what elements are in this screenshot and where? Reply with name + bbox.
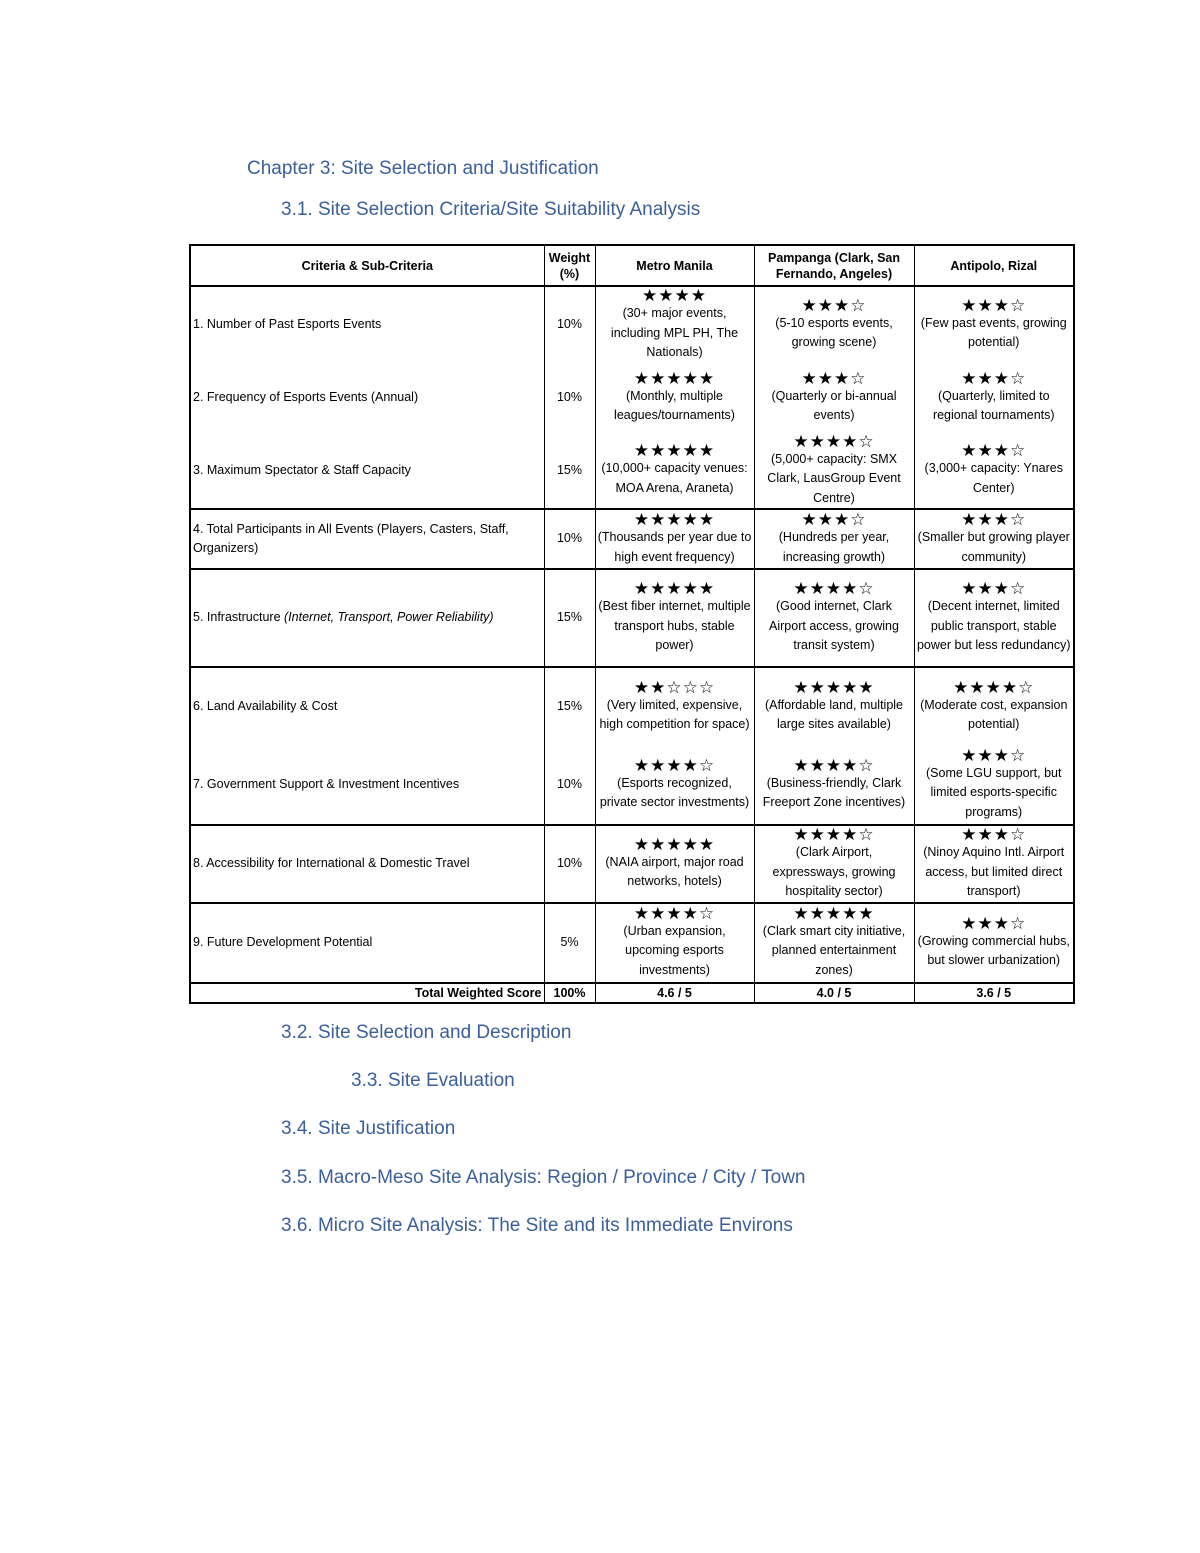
total-metro-manila: 4.6 / 5 <box>595 983 754 1003</box>
rating-note: (Decent internet, limited public transport, stable power but less redundancy) <box>916 599 1071 653</box>
metro-manila-cell <box>595 745 754 825</box>
star-rating-icon: ★★★★☆ <box>793 825 875 844</box>
criteria-cell: 4. Total Participants in All Events (Players, Casters, Staff, Organizers) <box>190 509 544 569</box>
metro-manila-cell <box>595 509 754 569</box>
star-rating-icon: ★★★☆ <box>801 295 867 315</box>
criteria-cell: 6. Land Availability & Cost <box>190 667 544 745</box>
antipolo-cell <box>914 509 1074 569</box>
table-row <box>190 433 1074 510</box>
antipolo-cell <box>914 286 1074 363</box>
table-row <box>190 667 1074 745</box>
pampanga-cell <box>754 903 914 983</box>
header-pampanga: Pampanga (Clark, San Fernando, Angeles) <box>754 245 914 286</box>
rating-note: (Quarterly or bi-annual events) <box>771 388 897 422</box>
section-3-5-heading: 3.5. Macro-Meso Site Analysis: Region / Province / City / Town <box>281 1167 806 1188</box>
total-antipolo: 3.6 / 5 <box>914 983 1074 1003</box>
pampanga-cell <box>754 509 914 569</box>
rating-note: (NAIA airport, major road networks, hotels) <box>605 854 744 889</box>
table-row <box>190 569 1074 667</box>
antipolo-cell <box>914 363 1074 433</box>
star-rating-icon: ★★★☆ <box>961 745 1027 765</box>
weight-cell: 10% <box>544 745 595 825</box>
table-header-row <box>190 245 1074 286</box>
criteria-cell: 2. Frequency of Esports Events (Annual) <box>190 363 544 433</box>
star-rating-icon: ★★★★☆ <box>633 755 716 775</box>
weight-cell: 5% <box>544 903 595 983</box>
star-rating-icon: ★★★★☆ <box>633 903 716 923</box>
rating-note: (Affordable land, multiple large sites available) <box>764 697 904 731</box>
table-row <box>190 745 1074 825</box>
pampanga-cell <box>754 825 914 903</box>
star-rating-icon: ★★★★★ <box>633 579 716 599</box>
star-rating-icon: ★★★★★ <box>633 368 716 388</box>
rating-note: (Very limited, expensive, high competition for space) <box>599 697 750 731</box>
table-row <box>190 903 1074 983</box>
rating-note: (Clark Airport, expressways, growing hospitality sector) <box>772 845 896 898</box>
pampanga-cell <box>754 569 914 667</box>
criteria-italic-text: (Internet, Transport, Power Reliability) <box>284 610 494 625</box>
section-3-3-heading: 3.3. Site Evaluation <box>351 1070 515 1091</box>
criteria-cell: 9. Future Development Potential <box>190 903 544 983</box>
rating-note: (Best fiber internet, multiple transport hubs, stable power) <box>598 599 751 653</box>
metro-manila-cell <box>595 569 754 667</box>
star-rating-icon: ★★★★☆ <box>953 677 1035 697</box>
header-criteria: Criteria & Sub-Criteria <box>190 245 544 286</box>
star-rating-icon: ★★★★☆ <box>793 755 875 775</box>
rating-note: (3,000+ capacity: Ynares Center) <box>924 461 1063 495</box>
weight-cell: 15% <box>544 569 595 667</box>
total-label: Total Weighted Score <box>190 983 544 1003</box>
antipolo-cell <box>914 667 1074 745</box>
metro-manila-cell <box>595 286 754 363</box>
pampanga-cell <box>754 363 914 433</box>
star-rating-icon: ★★☆☆☆ <box>633 677 716 697</box>
pampanga-cell <box>754 286 914 363</box>
rating-note: (Thousands per year due to high event frequency) <box>597 530 752 564</box>
star-rating-icon: ★★★★★ <box>793 677 875 697</box>
star-rating-icon: ★★★☆ <box>961 368 1027 388</box>
rating-note: (Urban expansion, upcoming esports investments) <box>623 923 726 977</box>
weight-cell: 15% <box>544 667 595 745</box>
table-row <box>190 509 1074 569</box>
rating-note: (Hundreds per year, increasing growth) <box>778 530 890 564</box>
star-rating-icon: ★★★☆ <box>801 368 867 388</box>
section-3-4-heading: 3.4. Site Justification <box>281 1118 456 1139</box>
weight-cell: 10% <box>544 286 595 363</box>
table-row <box>190 363 1074 433</box>
rating-note: (Business-friendly, Clark Freeport Zone incentives) <box>762 775 906 809</box>
table-row <box>190 286 1074 363</box>
total-row <box>190 983 1074 1003</box>
antipolo-cell <box>914 569 1074 667</box>
star-rating-icon: ★★★☆ <box>961 441 1027 461</box>
star-rating-icon: ★★★★★ <box>633 441 716 461</box>
site-criteria-table <box>189 244 1075 1004</box>
star-rating-icon: ★★★★★ <box>633 510 716 529</box>
criteria-cell: 7. Government Support & Investment Incentives <box>190 745 544 825</box>
criteria-cell <box>190 569 544 667</box>
rating-note: (Monthly, multiple leagues/tournaments) <box>614 388 735 422</box>
star-rating-icon: ★★★☆ <box>961 510 1027 529</box>
weight-cell: 10% <box>544 509 595 569</box>
rating-note: (Few past events, growing potential) <box>920 315 1067 350</box>
star-rating-icon: ★★★★☆ <box>793 431 875 451</box>
header-antipolo: Antipolo, Rizal <box>914 245 1074 286</box>
weight-cell: 10% <box>544 825 595 903</box>
criteria-cell: 8. Accessibility for International & Domestic Travel <box>190 825 544 903</box>
star-rating-icon: ★★★☆ <box>961 825 1027 844</box>
rating-note: (Some LGU support, but limited esports-specific programs) <box>926 765 1062 819</box>
star-rating-icon: ★★★★★ <box>793 903 875 923</box>
chapter-title: Chapter 3: Site Selection and Justification <box>247 158 599 179</box>
antipolo-cell <box>914 433 1074 510</box>
antipolo-cell <box>914 745 1074 825</box>
header-metro-manila: Metro Manila <box>595 245 754 286</box>
rating-note: (Esports recognized, private sector investments) <box>599 775 750 809</box>
metro-manila-cell <box>595 825 754 903</box>
metro-manila-cell <box>595 903 754 983</box>
metro-manila-cell <box>595 363 754 433</box>
star-rating-icon: ★★★★ <box>642 286 707 305</box>
section-3-1-heading: 3.1. Site Selection Criteria/Site Suitability Analysis <box>281 199 701 220</box>
total-weight: 100% <box>544 983 595 1003</box>
rating-note: (5,000+ capacity: SMX Clark, LausGroup Event Centre) <box>767 451 901 505</box>
rating-note: (Smaller but growing player community) <box>917 530 1070 564</box>
section-3-6-heading: 3.6. Micro Site Analysis: The Site and its Immediate Environs <box>281 1215 793 1236</box>
rating-note: (Good internet, Clark Airport access, growing transit system) <box>769 599 899 653</box>
pampanga-cell <box>754 433 914 510</box>
star-rating-icon: ★★★★☆ <box>793 579 875 599</box>
rating-note: (5-10 esports events, growing scene) <box>775 315 893 350</box>
header-weight: Weight (%) <box>544 245 595 286</box>
rating-note: (10,000+ capacity venues: MOA Arena, Araneta) <box>601 461 748 495</box>
criteria-cell: 3. Maximum Spectator & Staff Capacity <box>190 433 544 510</box>
rating-note: (30+ major events, including MPL PH, The Nationals) <box>610 306 739 359</box>
metro-manila-cell <box>595 433 754 510</box>
rating-note: (Growing commercial hubs, but slower urbanization) <box>917 933 1070 967</box>
star-rating-icon: ★★★☆ <box>961 579 1027 599</box>
section-3-2-heading: 3.2. Site Selection and Description <box>281 1022 572 1043</box>
rating-note: (Moderate cost, expansion potential) <box>920 697 1068 731</box>
star-rating-icon: ★★★☆ <box>961 295 1027 315</box>
table-row <box>190 825 1074 903</box>
criteria-cell: 1. Number of Past Esports Events <box>190 286 544 363</box>
star-rating-icon: ★★★☆ <box>801 510 867 529</box>
rating-note: (Ninoy Aquino Intl. Airport access, but limited direct transport) <box>923 845 1065 898</box>
weight-cell: 10% <box>544 363 595 433</box>
weight-cell: 15% <box>544 433 595 510</box>
pampanga-cell <box>754 745 914 825</box>
pampanga-cell <box>754 667 914 745</box>
star-rating-icon: ★★★☆ <box>961 913 1027 933</box>
metro-manila-cell <box>595 667 754 745</box>
star-rating-icon: ★★★★★ <box>633 834 716 854</box>
criteria-main-text: 5. Infrastructure <box>193 610 285 625</box>
total-pampanga: 4.0 / 5 <box>754 983 914 1003</box>
antipolo-cell <box>914 825 1074 903</box>
rating-note: (Quarterly, limited to regional tournaments) <box>932 388 1055 422</box>
rating-note: (Clark smart city initiative, planned entertainment zones) <box>762 923 906 977</box>
antipolo-cell <box>914 903 1074 983</box>
